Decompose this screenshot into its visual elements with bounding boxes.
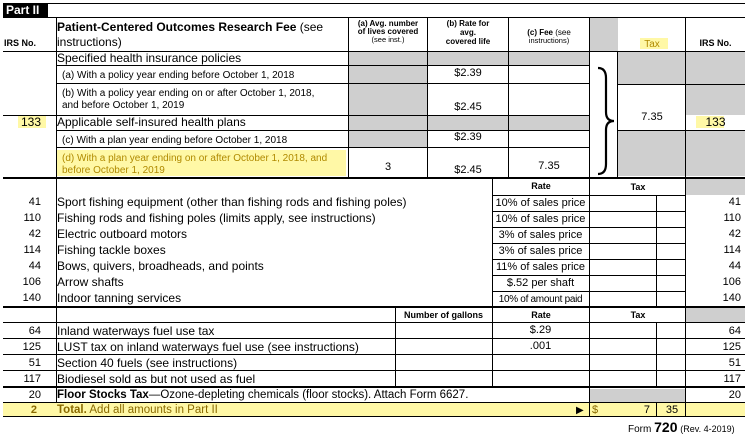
pcori-row-d-rate: $2.45 — [454, 164, 482, 176]
sec3-tax-header: Tax — [630, 310, 646, 320]
total-dollar: $ — [592, 404, 599, 416]
sec3-irs-right: 125 — [722, 341, 741, 353]
sec2-rate: 11% of sales price — [495, 261, 586, 273]
sec2-irs: 110 — [23, 212, 41, 224]
floor-label-rest: —Ozone-depleting chemicals (floor stocks). Attach Form 6627. — [148, 389, 469, 401]
sec2-rate-header: Rate — [531, 181, 551, 191]
floor-irs: 20 — [28, 389, 41, 401]
sec2-irs: 41 — [28, 196, 41, 208]
shade-floor-left — [590, 389, 686, 402]
pcori-row-d-fee[interactable]: 7.35 — [538, 160, 560, 172]
header-desc — [57, 20, 323, 34]
pcori-tax-value[interactable]: 7.35 — [641, 111, 663, 123]
shade-sec3-header — [686, 307, 745, 322]
header-col-c-2: instructions) — [528, 36, 570, 45]
footer-form — [628, 419, 735, 438]
floor-irs-right: 20 — [728, 389, 741, 401]
floor-label — [57, 389, 468, 402]
sec3-rate: $.29 — [529, 324, 552, 336]
total-label-bold: Total. — [57, 404, 87, 416]
header-irs-no-right: IRS No. — [699, 38, 732, 48]
pcori-row-d-label-2[interactable]: before October 1, 2019 — [62, 165, 165, 176]
brace-icon — [594, 66, 616, 176]
sec2-irs: 44 — [28, 260, 41, 272]
sec3-label: Biodiesel sold as but not used as fuel — [57, 372, 256, 386]
header-col-a-2: of lives covered — [357, 27, 419, 36]
header-col-c-note: (see — [555, 28, 571, 37]
sec2-irs: 106 — [22, 276, 41, 288]
pcori-selfins-label: Applicable self-insured health plans — [57, 115, 246, 129]
sec2-irs: 42 — [28, 228, 41, 240]
sec2-label: Fishing tackle boxes — [57, 243, 166, 257]
sec2-rate: 10% of sales price — [495, 197, 586, 209]
sec3-gallons-header: Number of gallons — [403, 310, 483, 320]
pcori-row-d-avg[interactable]: 3 — [384, 161, 392, 173]
footer-form-number: 720 — [654, 419, 678, 435]
sec3-irs-right: 51 — [728, 357, 741, 369]
total-cents[interactable]: 35 — [665, 404, 679, 416]
shade-sec2-header — [686, 179, 745, 195]
shade-selfins — [349, 115, 589, 130]
sec2-rate: 10% of sales price — [495, 213, 586, 225]
sec2-tax-header: Tax — [630, 182, 646, 192]
sec2-irs-right: 42 — [728, 228, 741, 240]
sec3-irs: 125 — [22, 341, 41, 353]
sec2-label: Fishing rods and fishing poles (limits apply, see instructions) — [57, 211, 376, 225]
floor-label-bold: Floor Stocks Tax — [57, 389, 149, 401]
sec2-irs-right: 110 — [723, 212, 741, 224]
pcori-row-b-label-1: (b) With a policy year ending on or after October 1, 2018, — [62, 88, 315, 99]
sec2-rate: 10% of amount paid — [498, 294, 583, 305]
part-title: Part II — [6, 3, 40, 17]
pcori-row-c-label: (c) With a plan year ending before October 1, 2018 — [62, 135, 288, 146]
sec3-irs: 51 — [28, 357, 41, 369]
footer-form-prefix: Form — [628, 424, 652, 435]
sec2-label: Sport fishing equipment (other than fishing rods and fishing poles) — [57, 195, 407, 209]
header-col-b-2: avg. — [459, 28, 476, 37]
sec2-irs-right: 140 — [722, 292, 741, 304]
sec2-irs-right: 106 — [722, 276, 741, 288]
sec3-rate-header: Rate — [531, 310, 551, 320]
header-col-c-title: (c) Fee — [527, 28, 553, 37]
shade-tax-col-bot — [618, 130, 686, 176]
sec2-rate: 3% of sales price — [498, 229, 583, 241]
sec2-irs: 114 — [23, 244, 41, 256]
sec2-label: Arrow shafts — [57, 275, 124, 289]
shade-specified-ab-left — [349, 65, 427, 115]
sec3-irs-right: 64 — [728, 325, 741, 337]
shade-irs-right-bot — [686, 130, 745, 176]
shade-tax-col-top — [618, 51, 686, 84]
sec2-irs: 140 — [22, 292, 41, 304]
pcori-row-d-label-1: (d) With a plan year ending on or after October 1, 2018, and — [62, 153, 328, 164]
header-desc-note2: instructions) — [57, 35, 122, 49]
shade-header-blank — [590, 18, 618, 51]
sec3-label: Section 40 fuels (see instructions) — [57, 356, 238, 370]
sec2-label: Bows, quivers, broadheads, and points — [57, 259, 264, 273]
total-arrow-icon: ▶ — [576, 405, 584, 416]
pcori-row-c-rate: $2.39 — [454, 131, 482, 143]
pcori-row-a-rate: $2.39 — [454, 67, 482, 79]
sec2-irs-right: 41 — [728, 196, 741, 208]
pcori-row-b-label-2: and before October 1, 2019 — [62, 100, 185, 111]
header-col-a-3: (see inst.) — [371, 35, 405, 44]
shade-irs-right-top — [686, 51, 745, 115]
total-line: 2 — [30, 404, 37, 416]
pcori-specified-label: Specified health insurance policies — [57, 51, 242, 65]
sec3-label: Inland waterways fuel use tax — [57, 324, 215, 338]
total-label-rest: Add all amounts in Part II — [89, 404, 218, 416]
header-tax: Tax — [644, 39, 660, 50]
sec3-label: LUST tax on inland waterways fuel use (see instructions) — [57, 340, 359, 354]
sec2-label: Electric outboard motors — [57, 227, 188, 241]
sec3-irs-right: 117 — [723, 373, 741, 385]
pcori-irs-no-left: 133 — [21, 115, 42, 129]
sec3-irs: 117 — [23, 373, 41, 385]
shade-specified — [349, 51, 589, 65]
sec3-rate: .001 — [529, 340, 552, 352]
header-desc-note: (see — [299, 20, 324, 34]
header-desc-title: Patient-Centered Outcomes Research Fee — [57, 20, 297, 34]
pcori-irs-no-right: 133 — [705, 115, 726, 129]
footer-revision: (Rev. 4-2019) — [680, 424, 735, 434]
pcori-row-a-label: (a) With a policy year ending before October 1, 2018 — [62, 70, 295, 81]
header-col-b-1: (b) Rate for — [446, 19, 490, 28]
header-col-a-1: (a) Avg. number — [357, 19, 419, 28]
sec2-irs-right: 114 — [723, 244, 741, 256]
total-dollars[interactable]: 7 — [643, 404, 650, 416]
sec2-irs-right: 44 — [728, 260, 741, 272]
sec2-rate: $.52 per shaft — [506, 277, 575, 289]
shade-c-left — [349, 130, 427, 147]
sec2-rate: 3% of sales price — [498, 245, 583, 257]
header-irs-no: IRS No. — [4, 38, 37, 48]
header-col-b-3: covered life — [445, 37, 491, 46]
pcori-row-b-rate: $2.45 — [454, 101, 482, 113]
sec3-irs: 64 — [28, 325, 41, 337]
sec2-label: Indoor tanning services — [57, 291, 182, 305]
